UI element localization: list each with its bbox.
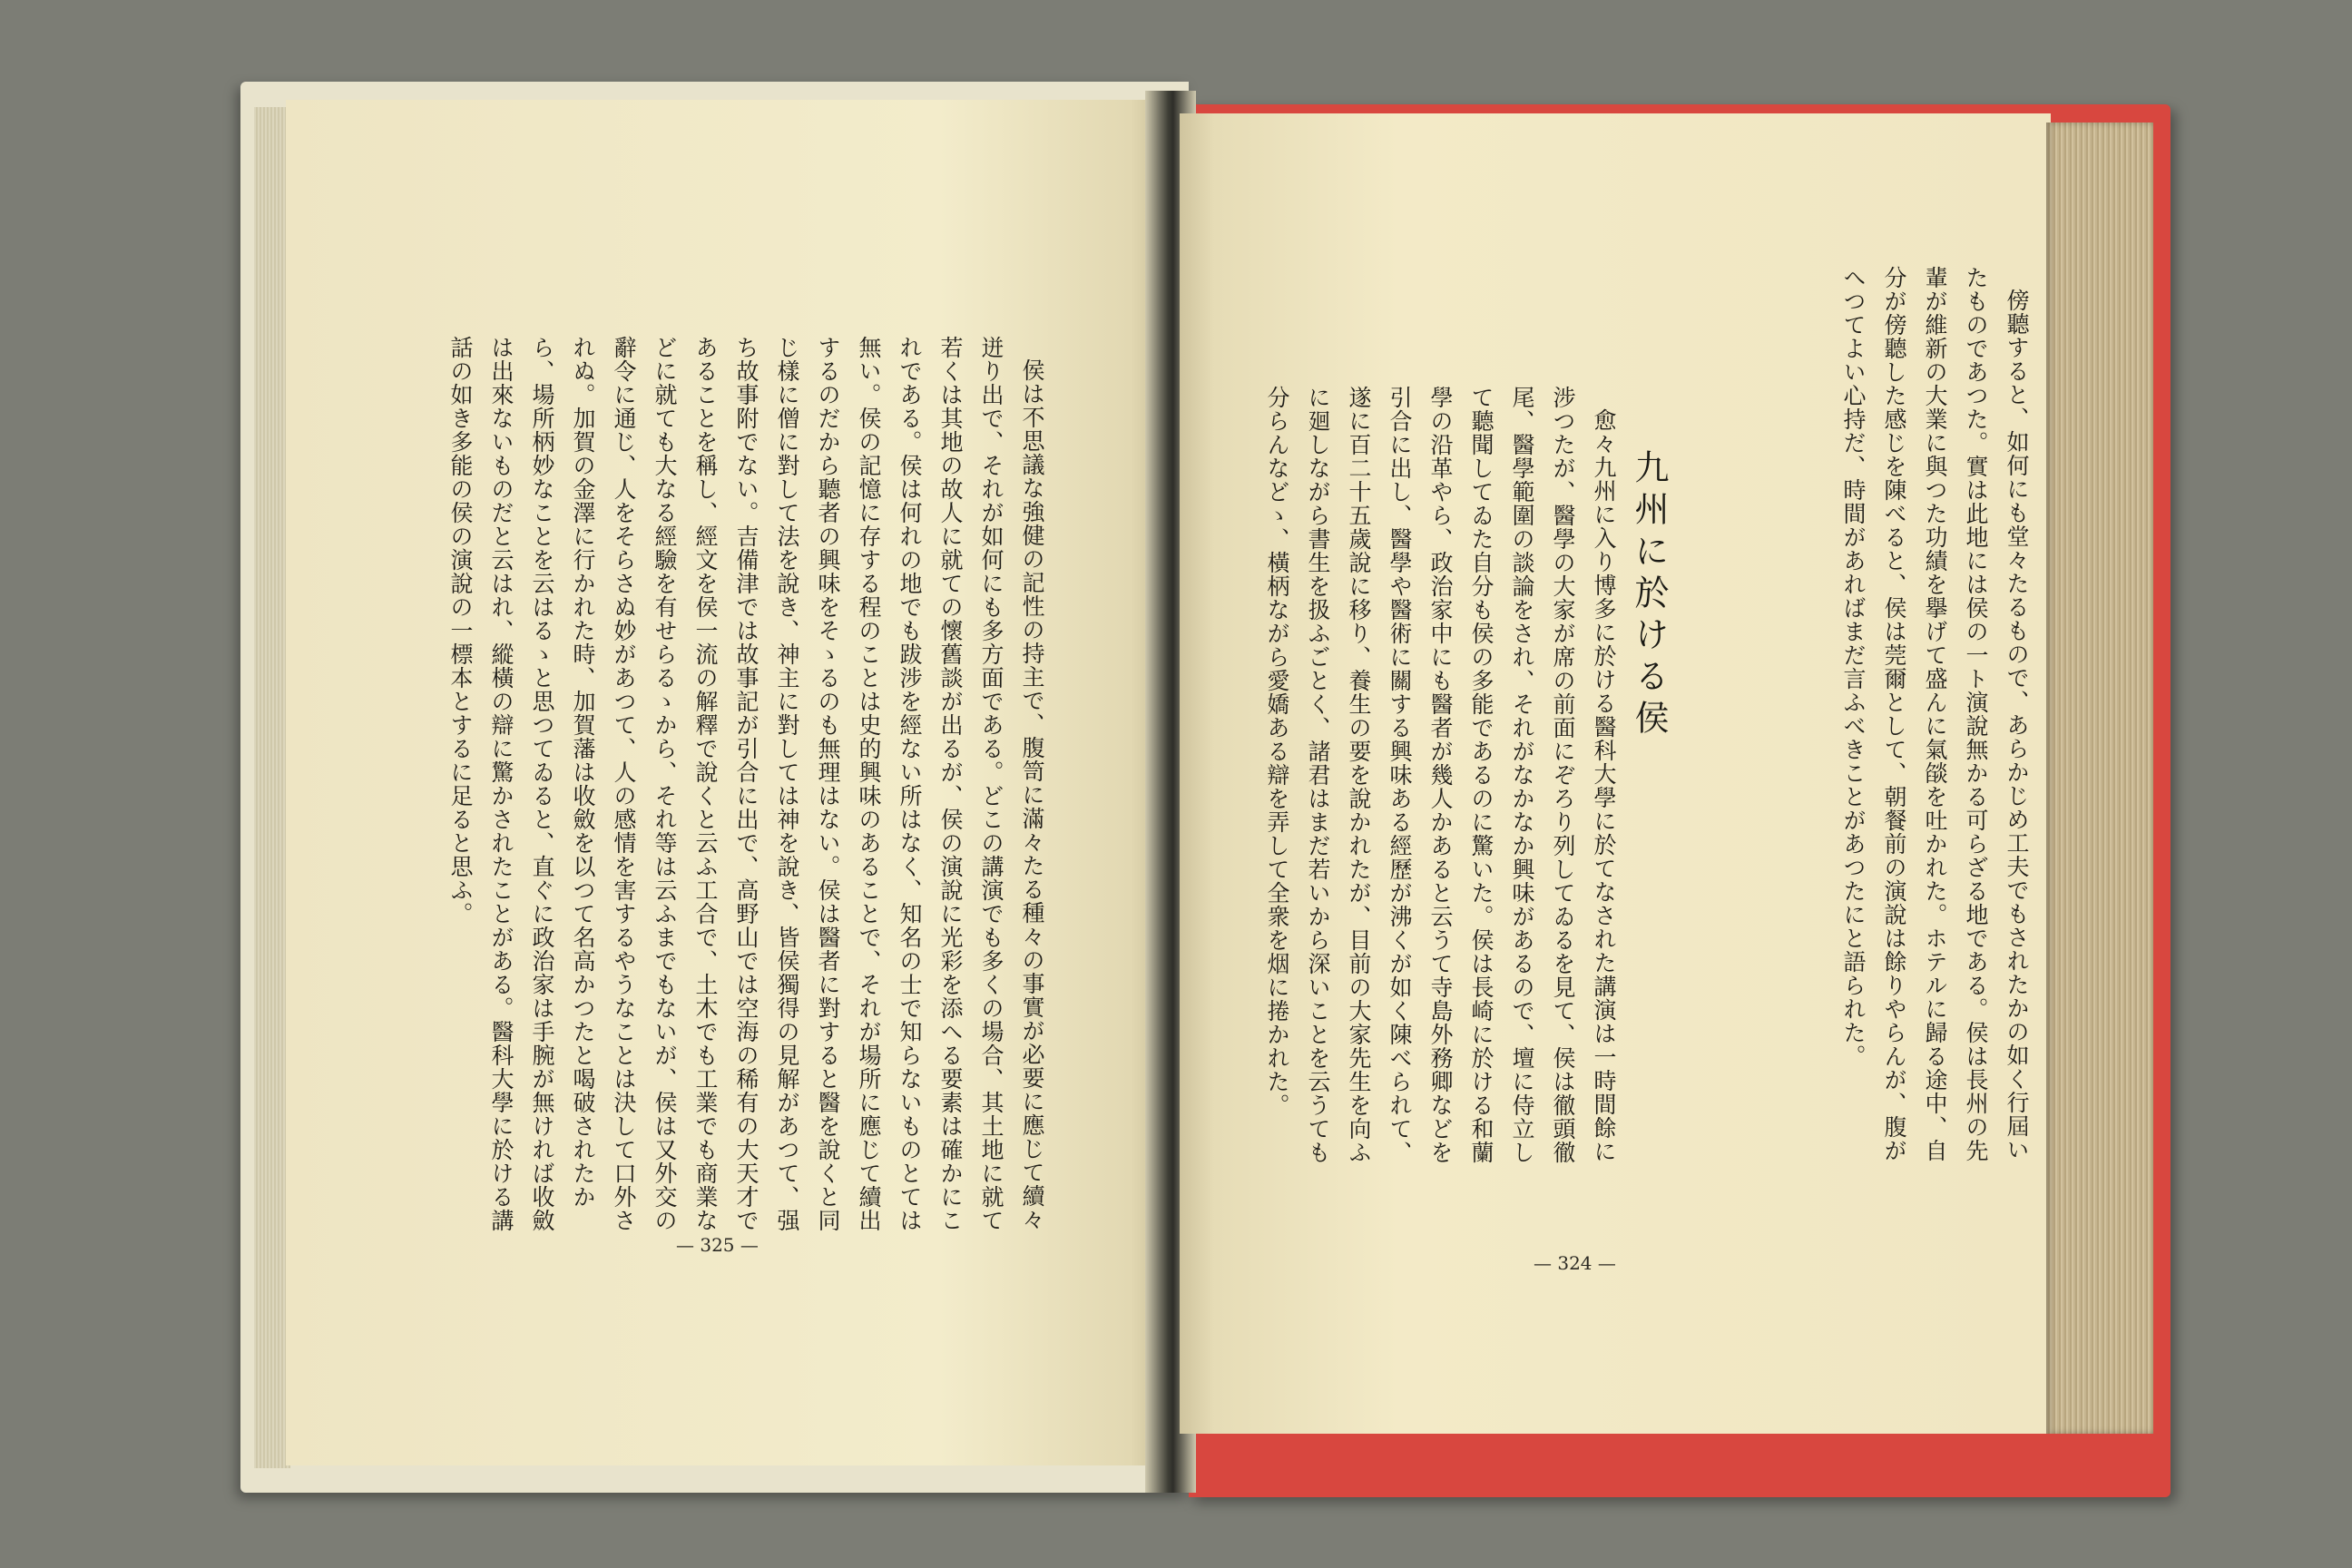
left-page <box>286 100 1157 1465</box>
left-paragraph: 侯は不思議な強健の記性の持主で、腹笥に滿々たる種々の事實が必要に應じて續々迸り出で、それが如何にも多方面である。どこの講演でも多くの場合、其土地に就て若くは其地の故人に就ての懷舊談が出るが、侯の演說に光彩を添へる要素は確かにこれである。侯は何れの地でも跋涉を經ない所はなく、知名の士で知らないものとては無い。侯の記憶に存する程のことは史的興味のあることで、それが場所に應じて續出するのだから聽者の興味をそゝるのも無理はない。侯は醫者に對すると醫を說くと同じ樣に僧に對して法を說き、神主に對しては神を說き、皆侯獨得の見解があつて、强ち故事附でない。吉備津では故事記が引合に出で、高野山では空海の稀有の大天才であることを稱し、經文を侯一流の解釋で說くと云ふ工合で、土木でも工業でも商業などに就ても大なる經驗を有せらるゝから、それ等は云ふまでもないが、侯は又外交の辭令に通じ、人をそらさぬ妙があつて、人の感情を害するやうなことは決して口外されぬ。加賀の金澤に行かれた時、加賀藩は收斂を以つて名高かつたと喝破されたから、場所柄妙なことを云はるゝと思つてゐると、直ぐに政治家は手腕が無ければ收斂は出來ないものだと云はれ、縱橫の辯に驚かされたことがある。醫科大學に於ける講話の如き多能の侯の演說の一標本とするに足ると思ふ。 <box>447 336 1045 1232</box>
right-top-paragraph: 傍聽すると、如何にも堂々たるもので、あらかじめ工夫でもされたかの如く行屆いたものであつた。實は此地には侯の一ト演說無かる可らざる地である。侯は長州の先輩が維新の大業に與つた功績を擧げて盛んに氣燄を吐かれた。ホテルに歸る途中、自分が傍聽した感じを陳べると、侯は莞爾として、朝餐前の演說は餘りやらんが、腹がへつてよい心持だ、時間があればまだ言ふべきことがあつたにと語られた。 <box>1840 266 2030 1162</box>
left-page-number: — 325 — <box>676 1234 759 1256</box>
section-heading: 九州に於ける侯 <box>1629 449 1669 741</box>
right-body-paragraph: 愈々九州に入り博多に於ける醫科大學に於てなされた講演は一時間餘に涉つたが、醫學の大家が席の前面にぞろり列してゐるを見て、侯は徹頭徹尾、醫學範圍の談論をされ、それがなかなか興味があるので、壇に侍立して聽聞してゐた自分も侯の多能であるのに驚いた。侯は長崎に於ける和蘭學の沿革やら、政治家中にも醫者が幾人かあると云うて寺島外務卿などを引合に出し、醫學や醫術に關する興味ある經歷が沸くが如く陳べられて、遂に百二十五歲說に移り、養生の要を說かれたが、目前の大家先生を向ふに廻しながら書生を扱ふごとく、諸君はまだ若いから深いことを云うても分らんなどゝ、橫柄ながら愛嬌ある辯を弄して全衆を烟に捲かれた。 <box>1264 386 1617 1164</box>
right-page-top-text <box>1692 266 2037 1178</box>
right-page-body-text <box>1225 386 1624 1175</box>
right-page-edges <box>2046 122 2153 1434</box>
right-page-number: — 324 — <box>1534 1252 1616 1274</box>
left-page-text <box>417 336 1053 1234</box>
left-page-edges <box>254 107 290 1468</box>
right-page <box>1180 113 2051 1434</box>
